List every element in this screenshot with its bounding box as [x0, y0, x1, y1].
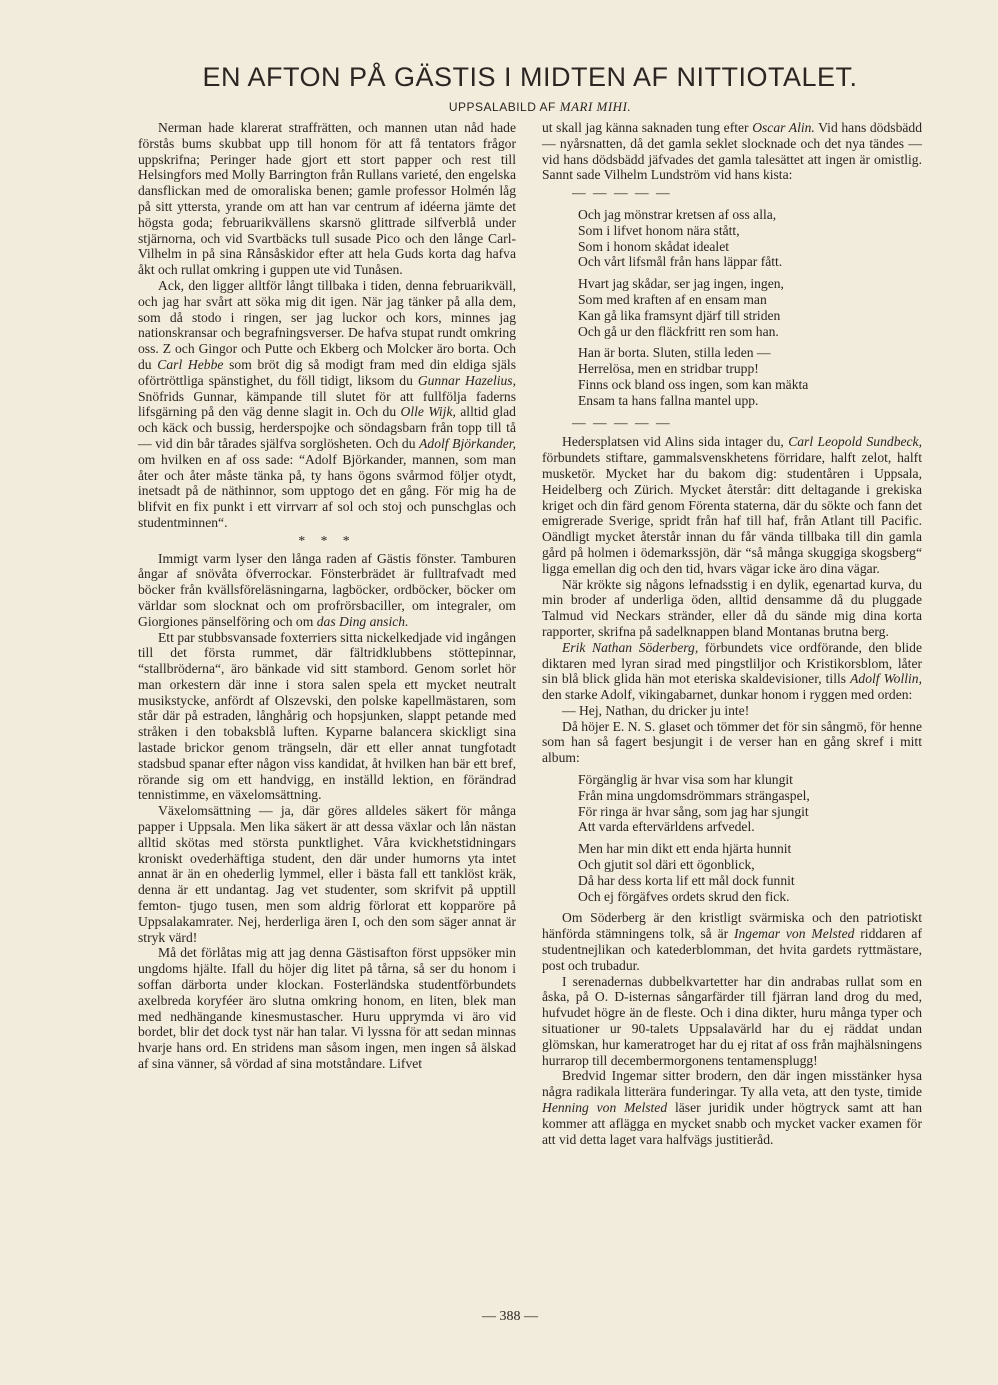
- byline-author: MARI MIHI.: [559, 99, 632, 114]
- text-run: Immigt varm lyser den långa raden af Gästis fönster. Tamburen ångar af snövåta öfverrockar. Fönsterbrädet är fulltrafvadt med böcker från kvällsföreläsningarna, lagböcker, ordböcker, böcker om världar som slocknat och om profrörsbaciller, om integraler, om Giorgiones pänselföring och om: [138, 550, 516, 629]
- poem-line: Hvart jag skådar, ser jag ingen, ingen,: [578, 276, 784, 292]
- poem-line: Då har dess korta lif ett mål dock funnit: [578, 872, 795, 888]
- paragraph: I serenadernas dubbelkvartetter har din andrabas rullat som en åska, på O. D-isternas sångarfärder till fjärran land drog du med, hufvudet högre än de fleste. Och i dina dikter, huru många typer och situationer ur 90-talets Uppsalavärld har du ej räddat undan glömskan, hur kameratroget har du ej ritat af oss från majhälsningens hurrarop till decembermorgonens tentamensplugg!: [542, 973, 922, 1068]
- paragraph: — Hej, Nathan, du dricker ju inte!: [562, 702, 750, 718]
- text-run: Hedersplatsen vid Alins sida intager du,: [562, 434, 789, 450]
- poem-line: Men har min dikt ett enda hjärta hunnit: [578, 841, 792, 857]
- name-italic: Gunnar Hazelius,: [417, 372, 516, 388]
- paragraph: [138, 551, 516, 630]
- text-run: som bröt dig så modigt fram med din eldiga själs oförtröttliga spänstighet, du föll tidigt, liksom du: [138, 356, 516, 388]
- poem-line: Och gjutit sol däri ett ögonblick,: [578, 857, 755, 873]
- poem-stanza: [578, 276, 922, 339]
- text-run: Om Söderberg är den kristligt svärmiska och den patriotiskt hänförda stämningens tolk, så är: [542, 910, 922, 942]
- text-run: den starke Adolf, vikingabarnet, dunkar honom i ryggen med orden:: [542, 687, 913, 703]
- poem-line: För ringa är hvar sång, som jag har sjungit: [578, 803, 809, 819]
- name-italic: Olle Wijk,: [400, 404, 456, 420]
- name-italic: Carl Hebbe: [157, 356, 224, 372]
- paragraph: När krökte sig någons lefnadsstig i en dylik, egenartad kurva, du min broder af underliga öden, alltid densamme då du pluggade Talmud vid Neckars stränder, eller då du sände mig dina korta rapporter, skrifna på sadelknappen bland Montanas brutna berg.: [542, 576, 922, 639]
- name-italic: Henning von Melsted: [542, 1100, 668, 1116]
- poem-line: Förgänglig är hvar visa som har klungit: [578, 772, 793, 788]
- text-run: alltid glad och käck och bussig, herderspojke och söndagsbarn från topp till tå — vid din bår tårades själfva sorglösheten. Och du: [138, 404, 516, 451]
- text-run: Snöfrids Gunnar, kämpande till slutet för att fullfölja faderns lifsgärning på den väg denne slagit in. Och du: [138, 388, 516, 420]
- text-run: läser juridik under högtryck samt att han kommer att aflägga en mycket snabb och mycket vacker examen för att vid detta laget vara halfvägs justitieråd.: [542, 1100, 923, 1147]
- paragraph: Nerman hade klarerat straffrätten, och mannen utan nåd hade förstås bums skubbat upp till honom för att få tentators frågor uppskrifna; Peringer hade gjort ett stort papper och rest till Helsingfors med Molly Barrington från Rullans varieté, den engelska dansflickan med de omoraliska benen; gamle professor Holmén låg på sitt yttersta, yrande om att han var centrum af idéerna jämte det högsta goda; februarikvällens skarsnö glittrade silfverblå under stjärnorna, och vid Svartbäcks tull susade Pico och den långe Carl-Vilhelm in på sina Rånsåskidor efter att hela Guds korta dag hafva åkt och rullat omkring i guppen ute vid Tunåsen.: [138, 120, 516, 278]
- section-asterisks: * * *: [298, 532, 356, 548]
- poem-line: Som i honom skådat idealet: [578, 238, 730, 254]
- text-run: ut skall jag känna saknaden tung efter: [542, 120, 753, 135]
- poem-line: Ensam ta hans fallna mantel upp.: [578, 392, 759, 408]
- name-italic: Adolf Wollin,: [850, 671, 922, 687]
- dash-separator: — — — — —: [572, 414, 672, 430]
- poem-stanza: [578, 207, 922, 270]
- text-run: förbundets stiftare, gammalsvenskhetens förridare, halft zelot, halft musketör. Mycket har du bakom dig: studentåren i Uppsala, Heidelberg och Zürich. Mycket återstår: ditt deltagande i grekiska kriget och din färd genom Förenta staterna, där du sökte och fann det emigrerade Sverige, spridt från haf till haf, från Atlant till Pacific. Oändligt mycket återstår innan du får vända tillbaka till din gamla gård på holmen i ödemarkssjön, där “så många skuggiga skogsberg“ ligga emellan dig och den tid, hvars vägar icke äro dina vägar.: [542, 450, 922, 576]
- name-italic: Adolf Björkander,: [419, 435, 516, 451]
- poem-line: Herrelösa, men en stridbar trupp!: [578, 361, 759, 377]
- paragraph: [542, 434, 922, 576]
- poem-line: Och vårt lifsmål från hans läppar fått.: [578, 254, 783, 270]
- text-run: Vid hans dödsbädd — nyårsnatten, då det gamla seklet slocknade och det nya tändes — vid hans dödsbädd jäfvades det gamla talesättet att ingen är omistlig. Sannt sade Vilhelm Lundström vid hans kista:: [542, 120, 922, 183]
- paragraph: Växelomsättning — ja, där göres alldeles säkert för många papper i Uppsala. Men lika säkert är att dessa växlar och lån nästan alltid skötas med största punktlighet. Våra kvickhetstidningars kroniskt ovederhäftiga student, den där under humorns yta intet annat är än en ohederlig lymmel, eller i bästa fall ett tanklöst kräk, denna är ett undantag. Jag vet studenter, som skrifvit på upptill femton- tjugo tusen, men som aldrig förlorat ett kopparöre på Uppsalakamrater. Nej, herderliga ären I, och den som säger annat är stryk värd!: [138, 803, 516, 945]
- paragraph: [542, 910, 922, 973]
- text-run: förbundets vice ordförande, den blide diktaren med lyran sirad med pingstliljor och Kristikorsblom, låter sin blå blick glida hän mot eteriska skaldevisioner, tills: [542, 639, 922, 687]
- name-italic: Erik Nathan Söderberg,: [562, 639, 699, 655]
- poem-line: Att varda eftervärldens arfvedel.: [578, 819, 755, 835]
- text-run: om hvilken en af oss sade: “Adolf Björkander, mannen, som man åter och åter måste tänka på, ty hans ögons svårmod följer otydt, inetsadt på de näthinnor, som upptogo det en gång. För mig ha de blifvit en fix punkt i ett virrvarr af sol och stoj och punschglas och studentminnen“.: [138, 451, 516, 530]
- text-run: Bredvid Ingemar sitter brodern, den där ingen misstänker hysa några radikala litterära funderingar. Ty alla veta, att den tyste, timide: [542, 1068, 922, 1100]
- poem-stanza: [578, 841, 922, 904]
- article-title: EN AFTON PÅ GÄSTIS I MIDTEN AF NITTIOTALET.: [202, 62, 858, 92]
- poem-line: Som med kraften af en ensam man: [578, 291, 767, 307]
- paragraph: [138, 278, 516, 531]
- poem-line: Och gå ur den fläckfritt ren som han.: [578, 323, 779, 339]
- poem-stanza: [578, 345, 922, 408]
- paragraph: Ett par stubbsvansade foxterriers sitta nickelkedjade vid ingången till det första rummet, där fältridklubbens stöttepinnar, “stallbröderna“, äro bänkade vid sitt stambord. Genom sorlet hör man orkestern där inne i stora salen spela ett mycket neutralt musikstycke, anfördt af Olszevski, den polske kapellmästaren, som står där på estraden, långhårig och hopsjunken, slappt petande med stråken i den tobaksblå luften. Kyparne balancera skickligt sina lastade brickor genom trängseln, där ett eller annat tungfotadt stadsbud spanar efter någon viss kandidat, åt hvilken han bär ett bref, rörande sig om ett handvigg, en inställd lektion, en förändrad tennistimme, en växelomsättning.: [138, 629, 516, 803]
- poem-stanza: [578, 772, 922, 835]
- article-byline: [420, 99, 660, 115]
- poem-line: Och jag mönstrar kretsen af oss alla,: [578, 206, 777, 222]
- poem-line: Som i lifvet honom nära stått,: [578, 222, 740, 238]
- paragraph: [542, 120, 922, 183]
- text-run: Ack, den ligger alltför långt tillbaka i tiden, denna februarikväll, och jag har svårt att söka mig dit igen. När jag tänker på alla dem, som då stodo i ringen, ser jag luckor och kors, minnes jag nationskransar och begrafningsverser. De hafva stupat rundt omkring oss. Z och Gingor och Putte och Ekberg och Molcker äro borta. Och du: [138, 277, 516, 372]
- paragraph: Då höjer E. N. S. glaset och tömmer det för sin sångmö, för henne som han så fagert besjungit i de verser han en gång skref i mitt album:: [542, 718, 922, 766]
- poem-lundstrom: [578, 207, 922, 409]
- paragraph: Må det förlåtas mig att jag denna Gästisafton först uppsöker min ungdoms hjälte. Ifall du höjer dig litet på tårna, så ser du honom i soffan därborta under klockan. Fosterländska studentförbundets axelbreda koryféer äro slutna omkring honom, en liten, blek man med nedhängande kinesmustascher. Huru upprymda vi äro vid bordet, blir det dock tyst när han talar. Vi lyssna för att sedan minnas hvarje hans ord. En stridens man såsom ingen, men ingen så älskad af sina vänner, så vördad af sina motståndare. Lifvet: [138, 945, 516, 1072]
- name-italic: Oscar Alin.: [752, 120, 815, 135]
- poem-line: Och ej förgäfves ordets skrud den fick.: [578, 888, 790, 904]
- poem-line: Finns ock bland oss ingen, som kan mäkta: [578, 376, 809, 392]
- left-column: [138, 120, 516, 1072]
- byline-prefix: UPPSALABILD AF: [448, 100, 556, 114]
- poem-line: Han är borta. Sluten, stilla leden —: [578, 345, 771, 361]
- paragraph: [542, 1068, 922, 1147]
- paragraph: [542, 640, 922, 703]
- page-number: — 388 —: [482, 1309, 538, 1324]
- name-italic: Carl Leopold Sundbeck,: [788, 434, 922, 450]
- right-column: [542, 120, 922, 1147]
- poem-line: Från mina ungdomsdrömmars strängaspel,: [578, 787, 810, 803]
- poem-line: Kan gå lika framsynt djärf till striden: [578, 307, 781, 323]
- name-italic: Ingemar von Melsted: [733, 926, 855, 942]
- text-run: riddaren af studentnejlikan och katederblomman, det hvita gardets ryttmästare, post och trubadur.: [542, 926, 922, 973]
- phrase-italic: das Ding ansich.: [316, 613, 409, 629]
- poem-album: [578, 772, 922, 904]
- dash-separator: — — — — —: [572, 185, 672, 201]
